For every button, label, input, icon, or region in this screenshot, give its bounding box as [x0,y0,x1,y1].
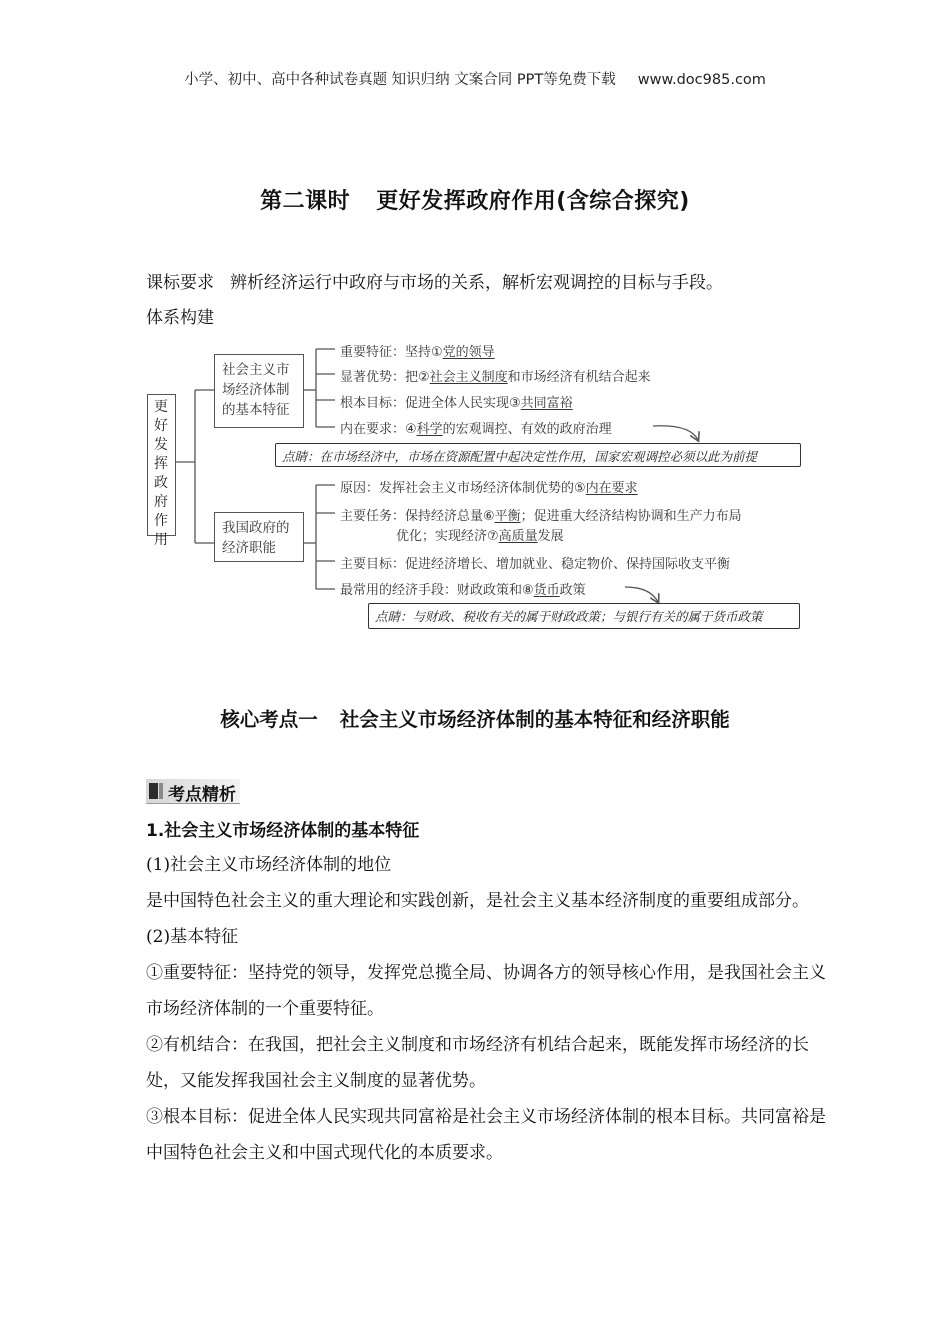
branch2-note: 点睛：与财政、税收有关的属于财政政策；与银行有关的属于货币政策 [368,603,800,629]
paragraph: ①重要特征：坚持党的领导，发挥党总揽全局、协调各方的领导核心作用，是我国社会主义市场经济体制的一个重要特征。 [146,963,826,1019]
branch2-label [222,518,290,558]
system-label: 体系构建 [146,308,214,328]
curriculum-requirement [146,268,723,293]
branch1-item-feature: 重要特征：坚持①党的领导 [340,345,495,360]
branch2-item-goal: 主要目标：促进经济增长、增加就业、稳定物价、保持国际收支平衡 [340,557,731,572]
branch2-item-reason: 原因：发挥社会主义市场经济体制优势的⑤内在要求 [340,481,638,496]
branch1-label-line: 场经济体制 [222,382,290,398]
blank-answer: 共同富裕 [520,396,573,411]
branch1-label-line: 社会主义市 [222,362,290,378]
topic-tag [146,779,240,804]
blank-answer: 党的领导 [442,345,495,360]
branch1-item-goal: 根本目标：促进全体人民实现③共同富裕 [340,396,573,411]
root-char: 更 [154,399,168,415]
root-char: 政 [154,475,168,491]
blank-answer: 内在要求 [585,481,638,496]
concept-diagram [145,332,810,632]
root-char: 好 [154,418,168,434]
page-title [0,184,950,215]
branch2-label-line: 经济职能 [222,540,276,556]
title-part1: 第二课时 [260,189,351,214]
root-char: 府 [154,494,168,510]
tag-label: 考点精析 [168,785,236,805]
blank-answer: 科学 [416,422,443,437]
branch1-item-requirement: 内在要求：④科学的宏观调控、有效的政府治理 [340,422,612,437]
header-text: 小学、初中、高中各种试卷真题 知识归纳 文案合同 PPT等免费下载 [184,72,616,88]
root-char: 发 [154,437,168,453]
subheading: 1.社会主义市场经济体制的基本特征 [146,821,420,841]
root-char: 作 [154,513,168,529]
branch1-item-advantage: 显著优势：把②社会主义制度和市场经济有机结合起来 [340,370,651,385]
root-char: 用 [154,532,168,548]
branch1-note: 点睛：在市场经济中，市场在资源配置中起决定性作用，国家宏观调控必须以此为前提 [275,443,801,467]
root-label [152,398,170,550]
section-part1: 核心考点一 [220,708,318,731]
paragraph: 是中国特色社会主义的重大理论和实践创新，是社会主义基本经济制度的重要组成部分。 [146,891,809,911]
branch2-item-means: 最常用的经济手段：财政政策和⑧货币政策 [340,583,586,598]
paragraph: ②有机结合：在我国，把社会主义制度和市场经济有机结合起来，既能发挥市场经济的长处，又能发挥我国社会主义制度的显著优势。 [146,1035,809,1091]
header-url[interactable]: www.doc985.com [637,72,766,88]
branch1-label [222,360,290,420]
root-char: 挥 [154,456,168,472]
blank-answer: 平衡 [494,509,521,524]
section-heading [0,704,950,732]
branch1-label-line: 的基本特征 [222,402,290,418]
branch2-item-task-line2: 优化；实现经济⑦高质量发展 [396,529,564,544]
requirement-label: 课标要求 [146,273,214,293]
page-header [0,68,950,89]
body-text [146,847,826,1171]
paragraph: (2)基本特征 [146,927,239,947]
blank-answer: 高质量 [498,529,538,544]
requirement-text: 辨析经济运行中政府与市场的关系，解析宏观调控的目标与手段。 [230,273,723,293]
branch2-item-task: 主要任务：保持经济总量⑥平衡；促进重大经济结构协调和生产力布局 [340,509,742,524]
blank-answer: 社会主义制度 [429,370,508,385]
blank-answer: 货币 [533,583,560,598]
paragraph: (1)社会主义市场经济体制的地位 [146,855,392,875]
tag-marker-icon [149,783,158,799]
branch2-label-line: 我国政府的 [222,520,290,536]
title-part2: 更好发挥政府作用(含综合探究) [376,189,690,214]
paragraph: ③根本目标：促进全体人民实现共同富裕是社会主义市场经济体制的根本目标。共同富裕是中国特色社会主义和中国式现代化的本质要求。 [146,1107,826,1163]
tag-marker-icon [159,783,163,799]
section-part2: 社会主义市场经济体制的基本特征和经济职能 [339,708,730,731]
